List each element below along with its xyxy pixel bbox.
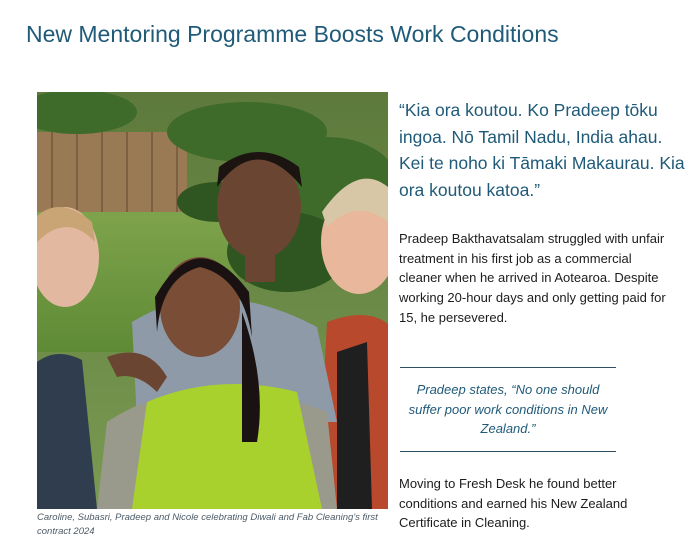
photo-caption: Caroline, Subasri, Pradeep and Nicole celebrating Diwali and Fab Cleaning's first contract 2024 (37, 512, 378, 537)
te-reo-quote: “Kia ora koutou. Ko Pradeep tōku ingoa. Nō Tamil Nadu, India ahau. Kei te noho ki Tāmaki Makaurau. Kia ora koutou katoa.” (399, 100, 685, 200)
pull-quote-top-rule (400, 367, 616, 368)
article-title: New Mentoring Programme Boosts Work Conditions (26, 21, 559, 47)
group-photo (37, 92, 388, 509)
pull-quote-bottom-rule (400, 451, 616, 452)
pull-quote: Pradeep states, “No one should suffer poor work conditions in New Zealand.” (408, 382, 608, 437)
body-paragraph-2: Moving to Fresh Desk he found better conditions and earned his New Zealand Certificate in Cleaning. (399, 476, 628, 531)
body-paragraph-1: Pradeep Bakthavatsalam struggled with unfair treatment in his first job as a commercial cleaner when he arrived in Aotearoa. Despite working 20-hour days and only getting paid for 15, he persevered. (399, 231, 666, 325)
